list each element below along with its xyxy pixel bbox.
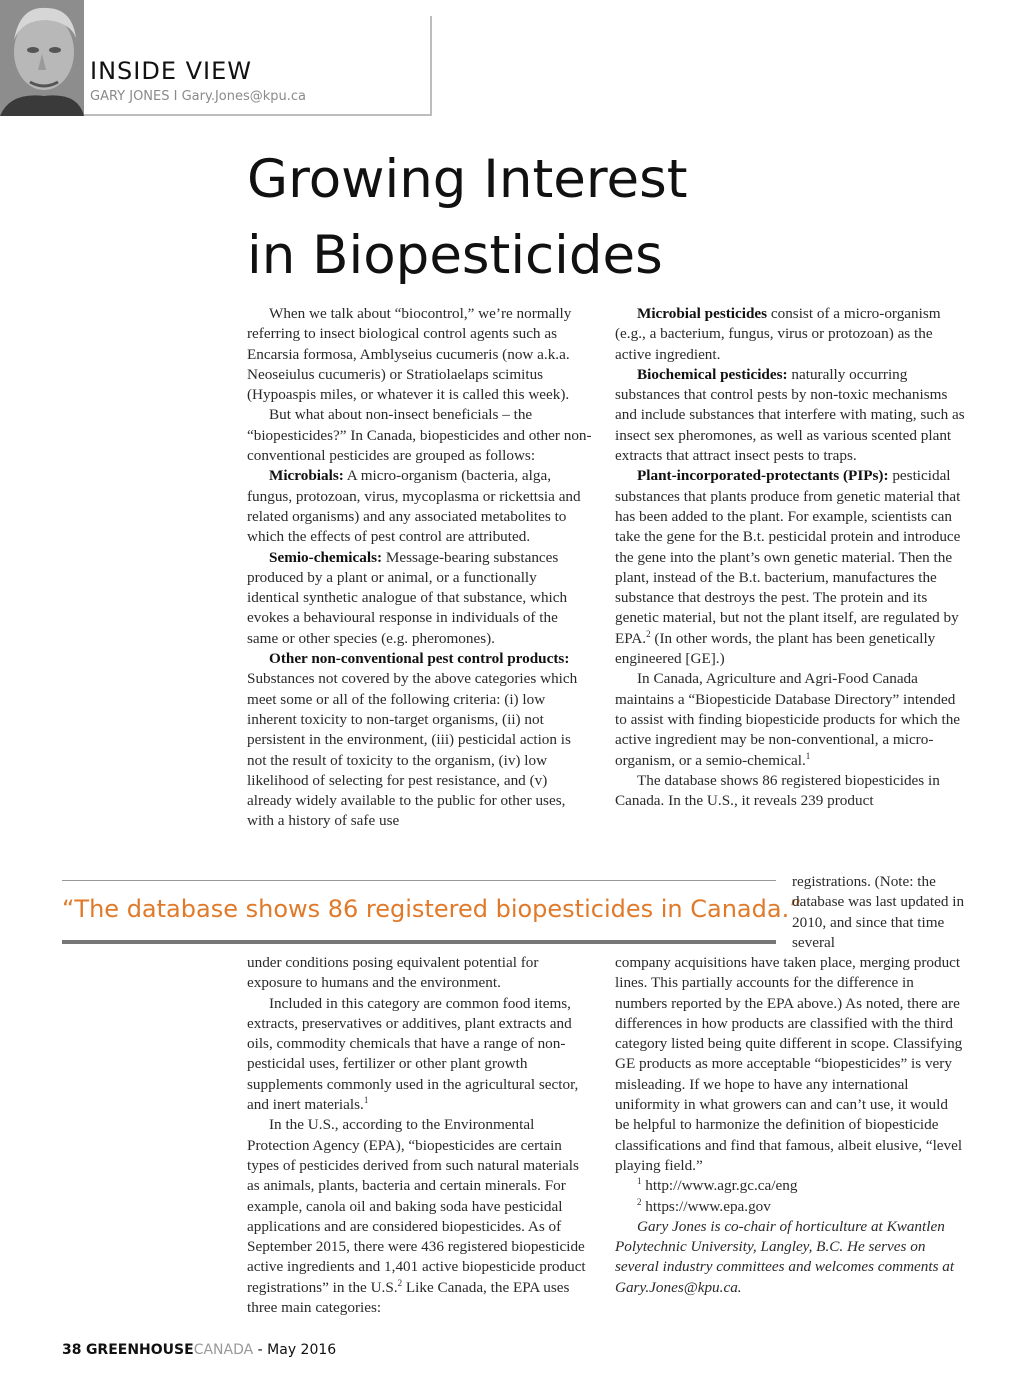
pips-text: pesticidal substances that plants produce from genetic material that has been added to the plant. For example, scientists can take the gene for the B.t. pesticidal protein and introduce the gene into the plant’s own genetic material. Then the plant, instead of the B.t. bacterium, manufactures the substance that destroys the pest. The protein and its genetic material, but not the plant itself, are regulated by EPA. bbox=[615, 467, 961, 647]
paragraph-canada-database bbox=[615, 669, 965, 770]
author-byline: GARY JONES I Gary.Jones@kpu.ca bbox=[90, 89, 307, 104]
biochemical-pesticides-lead: Biochemical pesticides: bbox=[637, 365, 788, 383]
paragraph-biochemical-pesticides bbox=[615, 365, 965, 466]
footnote-2 bbox=[615, 1197, 965, 1217]
section-label: INSIDE VIEW bbox=[90, 57, 253, 85]
paragraph-question bbox=[247, 405, 592, 466]
paragraph-semio-chemicals bbox=[247, 548, 592, 649]
article-title-line-1: Growing Interest bbox=[247, 149, 688, 210]
paragraph-category bbox=[247, 994, 592, 1116]
paragraph-intro-text: When we talk about “biocontrol,” we’re normally referring to insect biological control agents such as Encarsia formosa, Amblyseius cucumeris (now a.k.a. Neoseiulus cucumeris) or Stratiolaelaps scimitus (Hypoaspis miles, or whatever it is called this week). bbox=[247, 305, 572, 404]
paragraph-category-text: Included in this category are common food items, extracts, preservatives or additives, plant extracts and oils, commodity chemicals that have a range of non-pesticidal uses, fertilizer or other plant growth supplements commonly used in the agricultural sector, and inert materials. bbox=[247, 994, 579, 1114]
column-header bbox=[0, 0, 432, 116]
author-bio bbox=[615, 1217, 965, 1298]
paragraph-note-text: registrations. (Note: the database was last updated in 2010, and since that time several bbox=[792, 873, 965, 951]
biochemical-pesticides-text: naturally occurring substances that control pests by non-toxic mechanisms and include substances that interfere with mating, such as insect sex pheromones, as well as various scented plant extracts that attract insect pests to traps. bbox=[615, 365, 965, 465]
header-divider-vertical bbox=[430, 16, 432, 116]
footnote-ref-1b: 1 bbox=[805, 750, 811, 761]
microbials-lead: Microbials: bbox=[269, 467, 344, 485]
footnote-1 bbox=[615, 1176, 965, 1196]
microbial-pesticides-lead: Microbial pesticides bbox=[637, 305, 768, 322]
semio-chemicals-lead: Semio-chemicals: bbox=[269, 548, 383, 566]
footnote-2-url: https://www.epa.gov bbox=[645, 1197, 771, 1215]
pull-quote-rule-top bbox=[62, 880, 776, 881]
other-products-text: Substances not covered by the above categories which meet some or all of the following criteria: (i) low inherent toxicity to non-target organisms, (ii) not persistent in the environment, (iii) pesticidal action is not the result of toxicity to the organism, (iv) low likelihood of selecting for pest resistance, and (v) already widely available to the public for other uses, with a history of safe use bbox=[247, 670, 578, 830]
footnote-2-mark: 2 bbox=[637, 1196, 642, 1207]
footnote-1-url: http://www.agr.gc.ca/eng bbox=[645, 1177, 798, 1195]
paragraph-database-count bbox=[615, 771, 965, 812]
footnote-ref-2: 2 bbox=[397, 1277, 403, 1288]
pips-ge-text: (In other words, the plant has been genetically engineered [GE].) bbox=[615, 629, 936, 668]
paragraph-intro bbox=[247, 304, 592, 405]
article-title-line-2: in Biopesticides bbox=[247, 225, 663, 286]
database-count-text: The database shows 86 registered biopesticides in Canada. In the U.S., it reveals 239 product bbox=[615, 771, 940, 810]
column-2-top bbox=[615, 304, 965, 811]
author-photo bbox=[0, 0, 84, 116]
paragraph-pips bbox=[615, 466, 965, 669]
paragraph-other-products bbox=[247, 649, 592, 832]
paragraph-us-epa-text: In the U.S., according to the Environmental Protection Agency (EPA), “biopesticides are certain types of pesticides derived from such natural materials as animals, plants, bacteria and certain minerals. For example, canola oil and baking soda have pesticidal applications and are considered biopesticides. As of September 2015, there were 436 registered biopesticide active ingredients and 1,401 active biopesticide product registrations” in the U.S. bbox=[247, 1116, 586, 1296]
publication-name-bold: GREENHOUSE bbox=[85, 1342, 194, 1358]
author-portrait-icon bbox=[0, 0, 84, 116]
other-products-lead: Other non-conventional pest control products: bbox=[269, 650, 570, 668]
issue-date: - May 2016 bbox=[257, 1342, 337, 1358]
header-divider-horizontal bbox=[84, 114, 432, 116]
semio-chemicals-text: Message-bearing substances produced by a plant or animal, or a functionally identical synthetic analogue of that substance, which evokes a behavioural response in individuals of the same or other species (e.g. pheromones). bbox=[247, 548, 568, 647]
pips-lead: Plant-incorporated-protectants (PIPs): bbox=[637, 467, 889, 485]
column-1-top bbox=[247, 304, 592, 832]
footnote-1-mark: 1 bbox=[637, 1176, 642, 1187]
microbial-pesticides-text: consist of a micro-organism (e.g., a bacterium, fungus, virus or protozoan) as the active ingredient. bbox=[615, 305, 941, 363]
footnote-ref-1: 1 bbox=[363, 1095, 369, 1106]
paragraph-conclusion-text: company acquisitions have taken place, merging product lines. This partially accounts for the difference in numbers reported by the EPA above.) As noted, there are differences in how products are classified with the third category listed being quite different in scope. Classifying GE products as more acceptable “biopesticides” is very misleading. If we hope to have any international uniformity in what growers can and can’t use, it would be helpful to harmonize the definition of biopesticide classifications and find that famous, albeit elusive, “level playing field.” bbox=[615, 954, 963, 1174]
pull-quote: “The database shows 86 registered biopesticides in Canada.” bbox=[62, 895, 802, 923]
column-1-bottom bbox=[247, 953, 592, 1318]
article-title bbox=[247, 142, 688, 294]
microbials-text: A micro-organism (bacteria, alga, fungus, protozoan, virus, mycoplasma or rickettsia and related organisms) and any associated metabolites to which the effects of pest control are attributed. bbox=[247, 467, 581, 546]
paragraph-microbial-pesticides bbox=[615, 304, 965, 365]
paragraph-question-text: But what about non-insect beneficials – the “biopesticides?” In Canada, biopesticides and other non-conventional pesticides are grouped as follows: bbox=[247, 406, 592, 465]
paragraph-conclusion bbox=[615, 953, 965, 1176]
paragraph-us-epa bbox=[247, 1115, 592, 1318]
column-2-bottom bbox=[615, 953, 965, 1298]
paragraph-continued-text: under conditions posing equivalent potential for exposure to humans and the environment. bbox=[247, 954, 539, 992]
column-2-middle bbox=[792, 872, 967, 953]
footnote-ref-2b: 2 bbox=[646, 628, 651, 639]
paragraph-continued bbox=[247, 953, 592, 994]
paragraph-microbials bbox=[247, 466, 592, 547]
paragraph-epa-categories-text: Like Canada, the EPA uses three main categories: bbox=[247, 1278, 570, 1317]
canada-database-text: In Canada, Agriculture and Agri-Food Canada maintains a “Biopesticide Database Directory” intended to assist with finding biopesticide products for which the active ingredient may be non-conventional, a micro-organism, or a semio-chemical. bbox=[615, 670, 961, 769]
paragraph-note bbox=[792, 872, 967, 953]
page-footer bbox=[62, 1342, 336, 1358]
page-number: 38 bbox=[62, 1342, 82, 1358]
publication-name-light: CANADA bbox=[193, 1342, 254, 1358]
pull-quote-rule-bottom bbox=[62, 940, 776, 944]
author-bio-text: Gary Jones is co-chair of horticulture at Kwantlen Polytechnic University, Langley, B.C. He serves on several industry committees and welcomes comments at Gary.Jones@kpu.ca. bbox=[615, 1217, 955, 1296]
